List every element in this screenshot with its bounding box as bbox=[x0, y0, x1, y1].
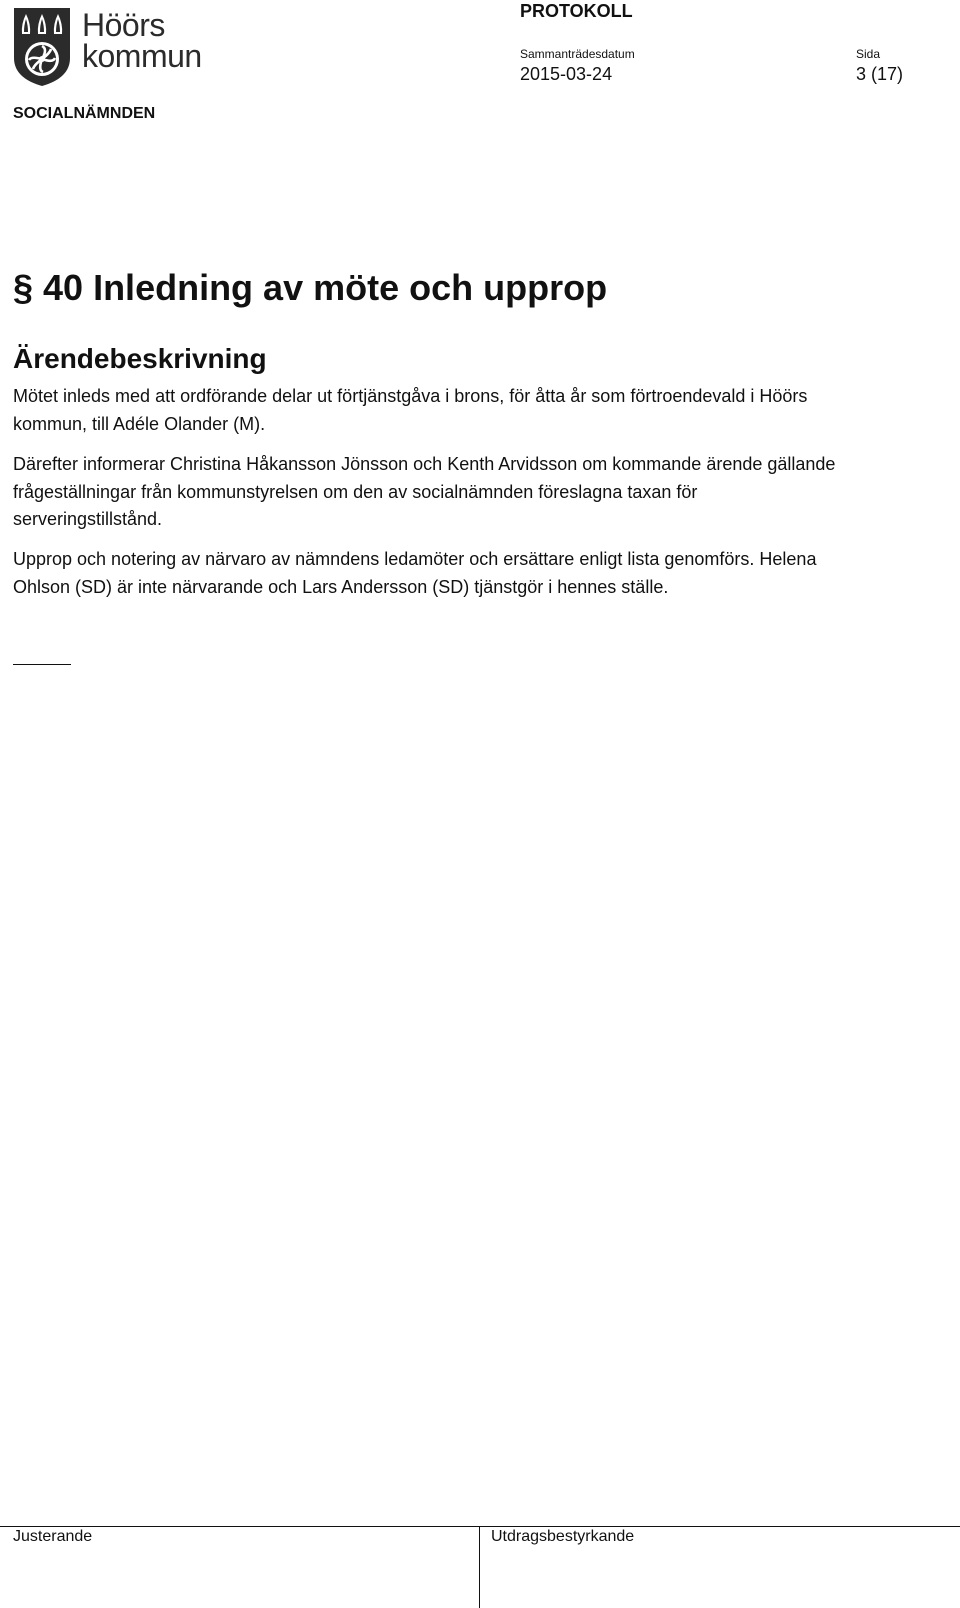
coat-of-arms-icon bbox=[12, 6, 72, 88]
footer-justerande-label: Justerande bbox=[13, 1528, 93, 1545]
page-label: Sida bbox=[856, 47, 881, 61]
document-type: PROTOKOLL bbox=[520, 1, 633, 21]
footer-utdragsbestyrkande-label: Utdragsbestyrkande bbox=[491, 1528, 635, 1545]
footer-rule bbox=[0, 1526, 960, 1527]
footer-divider bbox=[479, 1526, 480, 1608]
municipality-logo bbox=[12, 6, 212, 88]
logo-wordmark bbox=[82, 7, 202, 74]
body-paragraph-1: Mötet inleds med att ordförande delar ut förtjänstgåva i brons, för åtta år som förtroendevald i Höörs kommun, till Adéle Olander (M). bbox=[13, 386, 808, 434]
paragraph-title: § 40 Inledning av möte och upprop bbox=[13, 267, 608, 308]
body-paragraph-2: Därefter informerar Christina Håkansson Jönsson och Kenth Arvidsson om kommande ärende gällande frågeställningar från kommunstyrelsen om den av socialnämnden föreslagna taxan för serveringstillstånd. bbox=[13, 454, 836, 529]
section-heading: Ärendebeskrivning bbox=[13, 343, 267, 374]
section-end-rule bbox=[13, 664, 71, 665]
body-paragraph-3: Upprop och notering av närvaro av nämndens ledamöter och ersättare enligt lista genomförs. Helena Ohlson (SD) är inte närvarande och Lars Andersson (SD) tjänstgör i hennes ställe. bbox=[13, 549, 817, 597]
logo-line-1: Höörs bbox=[82, 7, 165, 43]
meeting-date-label: Sammanträdesdatum bbox=[520, 47, 635, 61]
meeting-date: 2015-03-24 bbox=[520, 64, 613, 84]
logo-line-2: kommun bbox=[82, 38, 202, 74]
committee-name: SOCIALNÄMNDEN bbox=[13, 105, 156, 122]
page-number: 3 (17) bbox=[856, 64, 904, 84]
